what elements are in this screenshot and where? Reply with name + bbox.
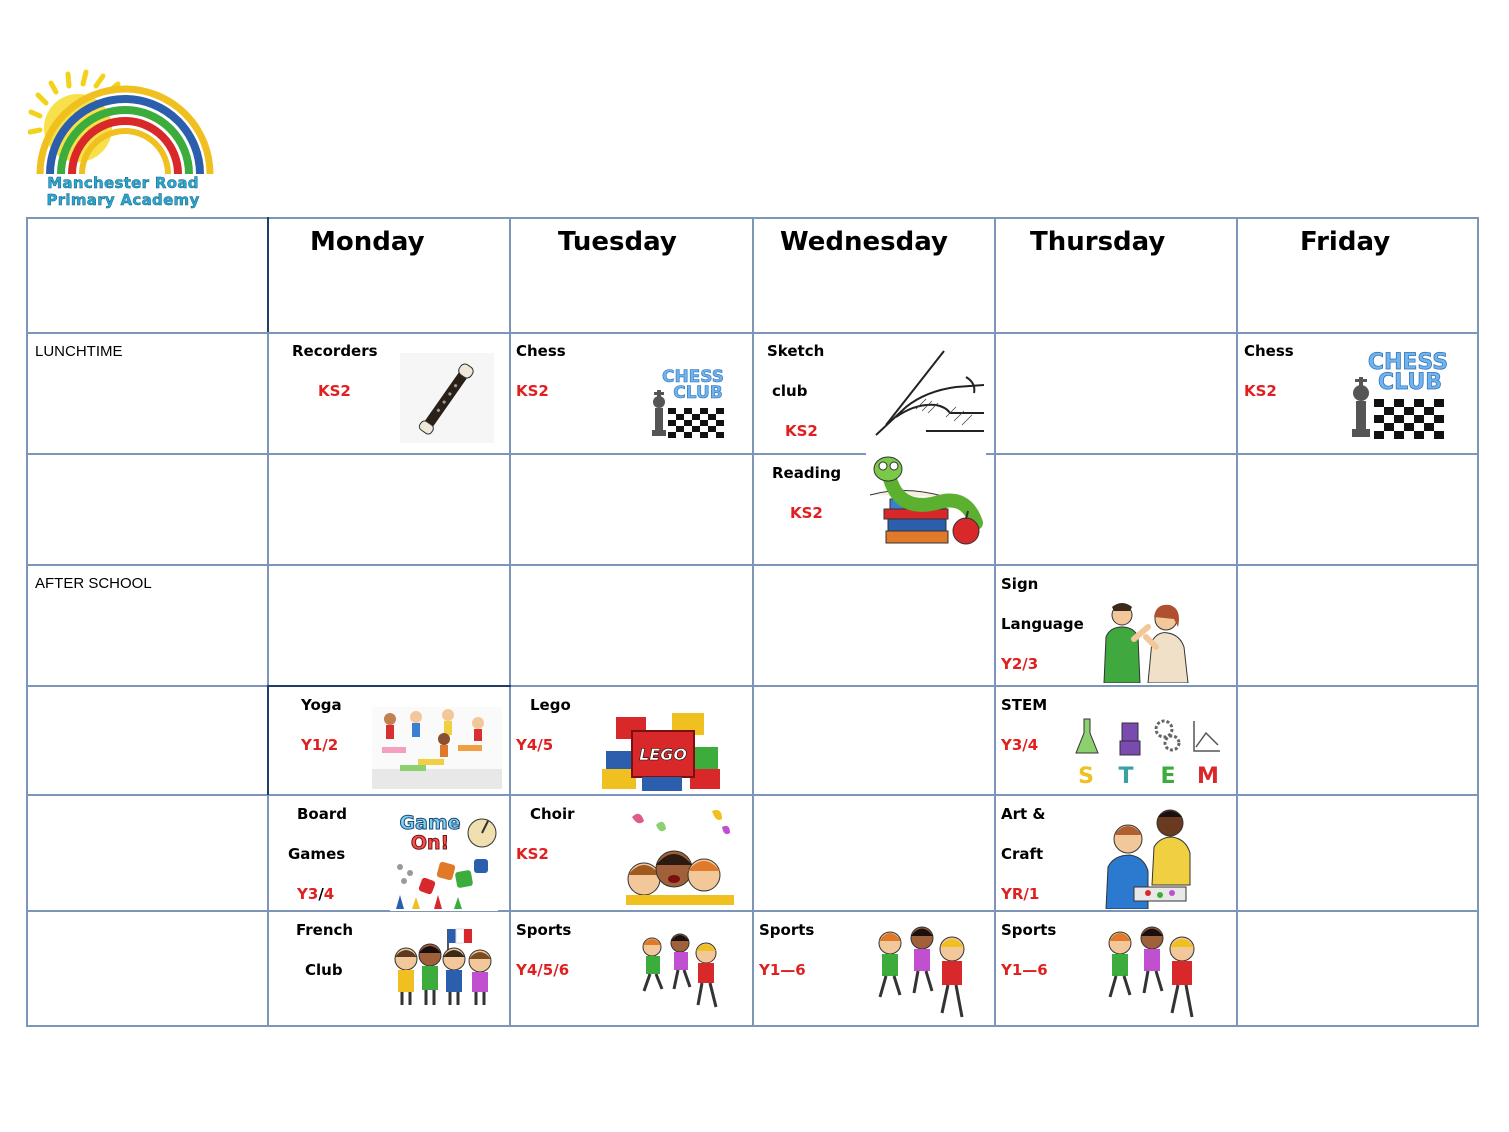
activity-name: Choir bbox=[530, 805, 575, 823]
grid-line bbox=[267, 217, 269, 1027]
row-label-lunchtime: LUNCHTIME bbox=[35, 343, 123, 360]
svg-text:E: E bbox=[1160, 764, 1176, 787]
grid-line bbox=[1236, 217, 1238, 1027]
svg-text:CLUB: CLUB bbox=[673, 383, 723, 403]
activity-group: Y1/2 bbox=[301, 736, 339, 754]
activity-group: KS2 bbox=[1244, 382, 1277, 400]
activity-stem bbox=[1001, 685, 1047, 765]
activity-chess-tuesday bbox=[516, 331, 566, 411]
activity-group: KS2 bbox=[318, 382, 351, 400]
activity-board-games bbox=[288, 794, 347, 914]
school-logo bbox=[28, 66, 218, 212]
activity-group: Y2/3 bbox=[1001, 655, 1039, 673]
activity-group: Y4/5 bbox=[516, 736, 554, 754]
activity-name-line-2: Craft bbox=[1001, 845, 1044, 863]
activity-group: KS2 bbox=[790, 504, 823, 522]
grid-border bbox=[267, 685, 269, 795]
activity-name: Chess bbox=[1244, 342, 1294, 360]
activity-group: Y3/4 bbox=[1001, 736, 1039, 754]
svg-text:Game: Game bbox=[399, 812, 461, 834]
activity-art-craft bbox=[1001, 794, 1045, 914]
activity-group: Y3/4 bbox=[297, 885, 335, 903]
sign-language-icon bbox=[1100, 597, 1190, 683]
day-header-tuesday: Tuesday bbox=[558, 227, 677, 257]
activity-sign-language bbox=[1001, 564, 1084, 684]
activity-name-line-2: Club bbox=[305, 961, 343, 979]
day-header-monday: Monday bbox=[310, 227, 425, 257]
grid-line bbox=[26, 217, 28, 1027]
svg-text:On!: On! bbox=[410, 832, 450, 854]
grid-line bbox=[509, 217, 511, 1027]
activity-group: KS2 bbox=[516, 845, 549, 863]
activity-reading bbox=[772, 453, 841, 533]
activity-name: Chess bbox=[516, 342, 566, 360]
activity-group: Y1—6 bbox=[1001, 961, 1048, 979]
svg-text:T: T bbox=[1118, 764, 1134, 787]
lego-icon bbox=[602, 707, 724, 793]
sun-rainbow-icon bbox=[28, 66, 218, 178]
chess-club-icon bbox=[648, 364, 730, 440]
activity-name-line-2: Games bbox=[288, 845, 346, 863]
svg-text:S: S bbox=[1078, 764, 1094, 787]
activity-group: Y4/5/6 bbox=[516, 961, 570, 979]
svg-text:CLUB: CLUB bbox=[1377, 370, 1443, 395]
activity-sports-tuesday bbox=[516, 910, 571, 990]
grid-border bbox=[267, 217, 269, 332]
game-on-icon bbox=[390, 807, 498, 911]
activity-name-line-2: club bbox=[772, 382, 808, 400]
activity-name: STEM bbox=[1001, 696, 1048, 714]
sports-kids-icon bbox=[870, 921, 976, 1021]
activity-group: KS2 bbox=[785, 422, 818, 440]
activity-name-line-1: Board bbox=[297, 805, 347, 823]
svg-text:CHESS: CHESS bbox=[661, 367, 725, 387]
activity-name: Recorders bbox=[292, 342, 378, 360]
bookworm-icon bbox=[866, 453, 986, 547]
activity-name-line-1: Sketch bbox=[767, 342, 825, 360]
activity-name-line-1: Art & bbox=[1001, 805, 1046, 823]
sketching-hand-icon bbox=[866, 347, 986, 439]
activity-group: Y1—6 bbox=[759, 961, 806, 979]
activity-name-line-1: French bbox=[296, 921, 354, 939]
activity-sketch-club bbox=[767, 331, 824, 451]
french-club-icon bbox=[392, 927, 502, 1007]
row-label-after-school: AFTER SCHOOL bbox=[35, 575, 152, 592]
logo-line-2: Primary Academy bbox=[46, 191, 200, 209]
activity-sports-thursday bbox=[1001, 910, 1056, 990]
grid-line bbox=[1477, 217, 1479, 1027]
grid-line bbox=[994, 217, 996, 1027]
activity-choir bbox=[516, 794, 575, 874]
activity-name-line-2: Language bbox=[1001, 615, 1084, 633]
activity-name: Sports bbox=[759, 921, 815, 939]
svg-text:LEGO: LEGO bbox=[639, 745, 687, 764]
day-header-wednesday: Wednesday bbox=[780, 227, 948, 257]
day-header-friday: Friday bbox=[1300, 227, 1391, 257]
activity-yoga bbox=[301, 685, 342, 765]
chess-club-icon bbox=[1348, 345, 1452, 441]
stem-icon bbox=[1072, 711, 1224, 787]
svg-text:CHESS: CHESS bbox=[1367, 350, 1449, 375]
activity-name: Sports bbox=[516, 921, 572, 939]
choir-icon bbox=[626, 805, 734, 905]
recorder-icon bbox=[400, 353, 494, 443]
svg-text:M: M bbox=[1197, 764, 1219, 787]
activity-chess-friday bbox=[1244, 331, 1294, 411]
sports-kids-icon bbox=[1100, 921, 1206, 1021]
art-craft-icon bbox=[1104, 805, 1192, 909]
activity-french-club bbox=[296, 910, 353, 990]
sports-kids-icon bbox=[636, 929, 726, 1013]
activity-name: Yoga bbox=[301, 696, 342, 714]
activity-sports-wednesday bbox=[759, 910, 814, 990]
activity-group: KS2 bbox=[516, 382, 549, 400]
grid-line bbox=[752, 217, 754, 1027]
activity-group: YR/1 bbox=[1001, 885, 1040, 903]
activity-name-line-1: Sign bbox=[1001, 575, 1039, 593]
activity-name: Sports bbox=[1001, 921, 1057, 939]
activity-recorders bbox=[292, 331, 378, 411]
yoga-kids-icon bbox=[372, 707, 502, 789]
logo-line-1: Manchester Road bbox=[47, 174, 199, 192]
timetable-grid bbox=[26, 217, 1479, 1027]
activity-lego bbox=[516, 685, 571, 765]
day-header-thursday: Thursday bbox=[1030, 227, 1166, 257]
activity-name: Lego bbox=[530, 696, 571, 714]
activity-name: Reading bbox=[772, 464, 842, 482]
